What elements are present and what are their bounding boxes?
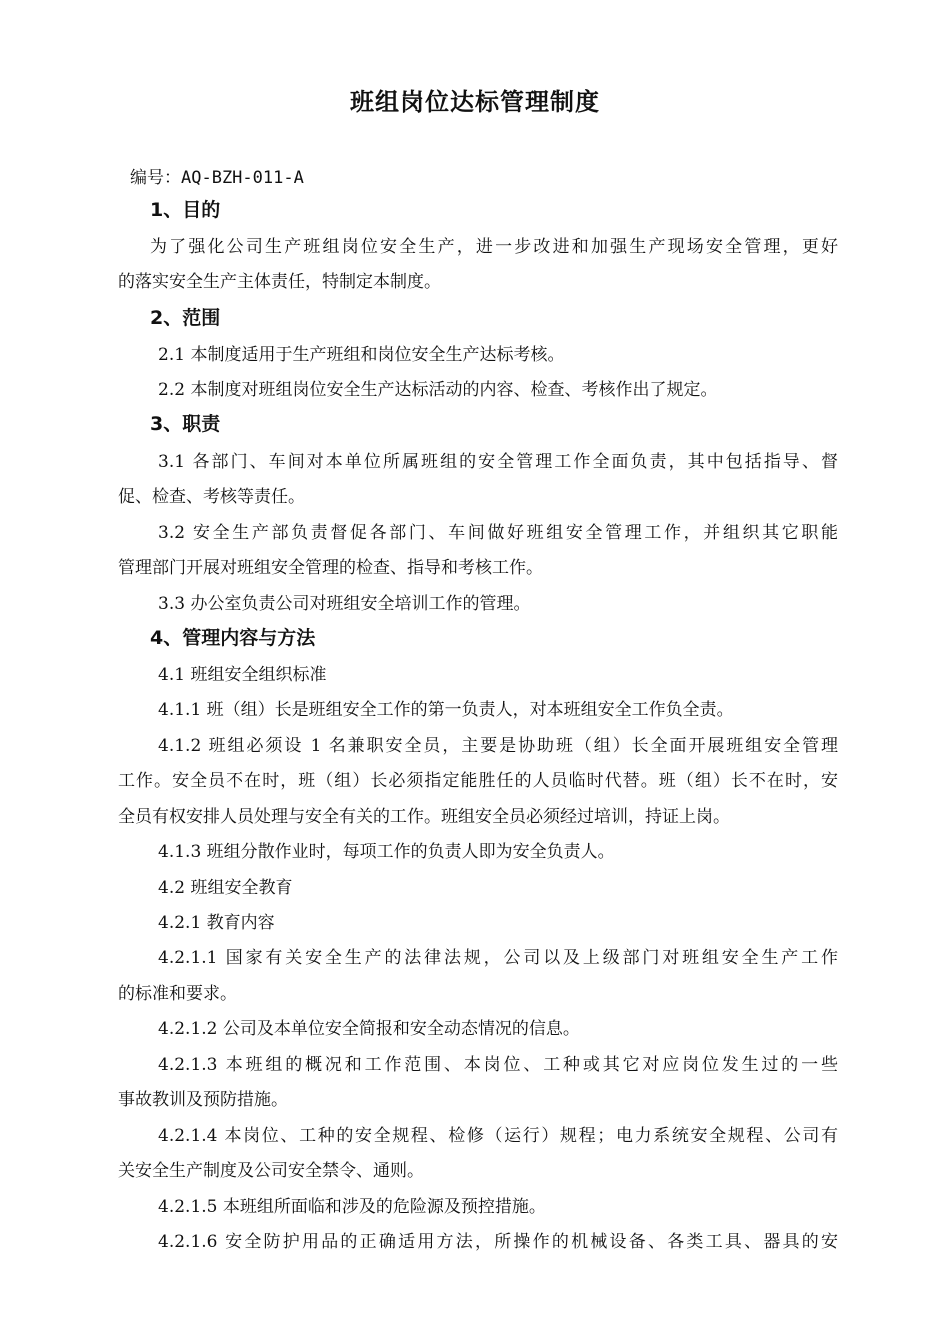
paragraph-line: 4.2.1.1 国家有关安全生产的法律法规，公司以及上级部门对班组安全生产工作: [158, 948, 838, 968]
paragraph-line: 4.2.1.4 本岗位、工种的安全规程、检修（运行）规程；电力系统安全规程、公司有: [158, 1126, 838, 1146]
section-heading-management: 4、管理内容与方法: [150, 627, 316, 649]
section-heading-duties: 3、职责: [150, 413, 221, 435]
paragraph-line: 的标准和要求。: [118, 984, 237, 1004]
paragraph-line: 4.2.1.2 公司及本单位安全简报和安全动态情况的信息。: [158, 1019, 580, 1039]
paragraph-line: 4.1.2 班组必须设 1 名兼职安全员，主要是协助班（组）长全面开展班组安全管理: [158, 736, 838, 756]
paragraph-line: 4.1 班组安全组织标准: [158, 665, 327, 685]
paragraph-line: 4.2 班组安全教育: [158, 878, 293, 898]
paragraph-line: 事故教训及预防措施。: [118, 1090, 288, 1110]
paragraph-line: 4.1.1 班（组）长是班组安全工作的第一负责人，对本班组安全工作负全责。: [158, 700, 734, 720]
paragraph-line: 3.3 办公室负责公司对班组安全培训工作的管理。: [158, 594, 531, 614]
paragraph-line: 2.2 本制度对班组岗位安全生产达标活动的内容、检查、考核作出了规定。: [158, 380, 718, 400]
document-title: 班组岗位达标管理制度: [350, 88, 600, 116]
paragraph-line: 3.2 安全生产部负责督促各部门、车间做好班组安全管理工作，并组织其它职能: [158, 523, 838, 543]
doc-number: 编号：AQ-BZH-011-A: [130, 168, 304, 188]
paragraph-line: 4.1.3 班组分散作业时，每项工作的负责人即为安全负责人。: [158, 842, 615, 862]
paragraph-line: 的落实安全生产主体责任，特制定本制度。: [118, 272, 441, 292]
paragraph-line: 2.1 本制度适用于生产班组和岗位安全生产达标考核。: [158, 345, 565, 365]
paragraph-line: 4.2.1 教育内容: [158, 913, 275, 933]
section-heading-scope: 2、范围: [150, 307, 221, 329]
section-heading-purpose: 1、目的: [150, 199, 221, 221]
paragraph-line: 管理部门开展对班组安全管理的检查、指导和考核工作。: [118, 558, 543, 578]
paragraph-line: 4.2.1.6 安全防护用品的正确适用方法，所操作的机械设备、各类工具、器具的安: [158, 1232, 838, 1252]
paragraph-line: 4.2.1.5 本班组所面临和涉及的危险源及预控措施。: [158, 1197, 546, 1217]
paragraph-line: 工作。安全员不在时，班（组）长必须指定能胜任的人员临时代替。班（组）长不在时，安: [118, 771, 838, 791]
paragraph-line: 关安全生产制度及公司安全禁令、通则。: [118, 1161, 424, 1181]
paragraph-line: 3.1 各部门、车间对本单位所属班组的安全管理工作全面负责，其中包括指导、督: [158, 452, 838, 472]
paragraph-line: 全员有权安排人员处理与安全有关的工作。班组安全员必须经过培训，持证上岗。: [118, 807, 730, 827]
paragraph-line: 促、检查、考核等责任。: [118, 487, 305, 507]
paragraph-line: 为了强化公司生产班组岗位安全生产，进一步改进和加强生产现场安全管理，更好: [150, 237, 838, 257]
paragraph-line: 4.2.1.3 本班组的概况和工作范围、本岗位、工种或其它对应岗位发生过的一些: [158, 1055, 838, 1075]
